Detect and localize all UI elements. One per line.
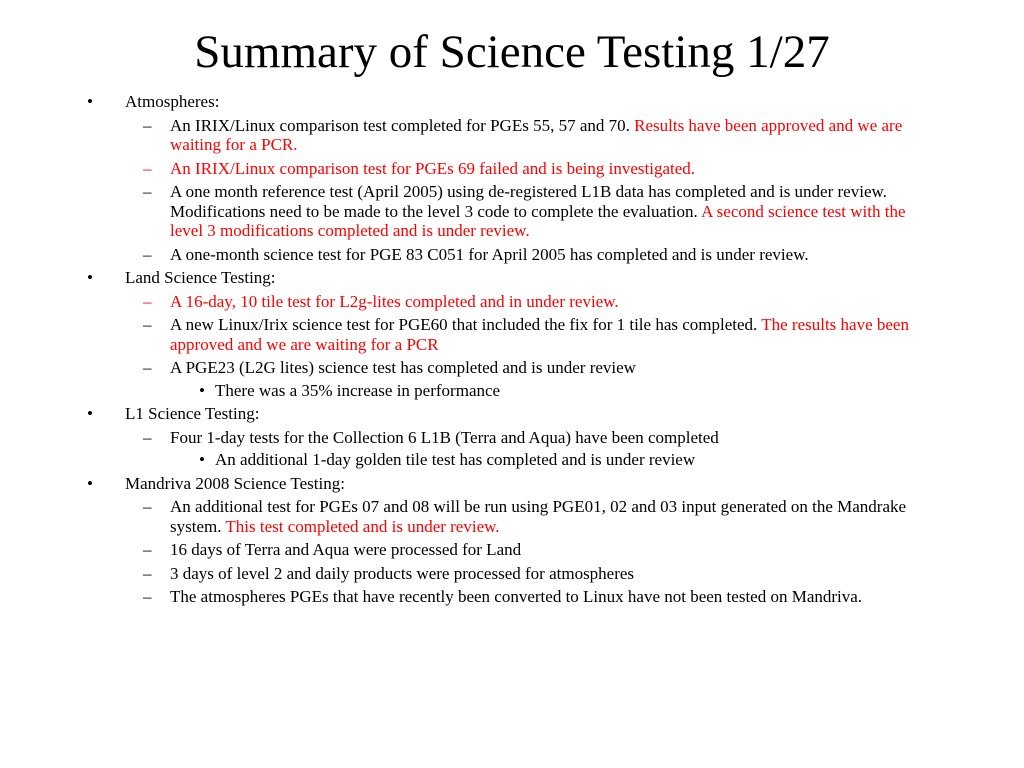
- item-text: A PGE23 (L2G lites) science test has completed and is under review: [170, 358, 636, 377]
- bullet-dash: –: [143, 182, 152, 201]
- item-text: A one-month science test for PGE 83 C051 for April 2005 has completed and is under review.: [170, 244, 809, 264]
- bullet-dash: –: [143, 358, 152, 377]
- item-text: 3 days of level 2 and daily products were processed for atmospheres: [170, 563, 635, 583]
- section-heading-text: Atmospheres:: [125, 92, 220, 111]
- item-highlight: The results have been approved and we are waiting for a PCR: [170, 315, 909, 354]
- list-item: [0, 587, 1024, 607]
- item-highlight: A 16-day, 10 tile test for L2g-lites completed and in under review.: [170, 291, 619, 311]
- bullet-dash: –: [143, 158, 152, 178]
- bullet-dash: –: [143, 540, 152, 559]
- item-highlight: A second science test with the level 3 modifications completed and is under review.: [170, 201, 906, 240]
- section-heading-text: L1 Science Testing:: [125, 404, 260, 423]
- bullet-dot: •: [87, 404, 93, 423]
- section-heading: [0, 268, 1024, 288]
- bullet-dot: •: [87, 268, 93, 287]
- bullet-dot: •: [199, 450, 205, 469]
- bullet-dash: –: [143, 497, 152, 516]
- bullet-dot: •: [199, 380, 205, 400]
- item-highlight: Results have been approved and we are waiting for a PCR.: [170, 115, 903, 154]
- item-highlight: An IRIX/Linux comparison test for PGEs 69 failed and is being investigated.: [170, 158, 696, 178]
- bullet-dash: –: [143, 244, 152, 264]
- section-heading-text: Mandriva 2008 Science Testing:: [125, 473, 345, 493]
- sub-item: [0, 450, 1024, 470]
- sub-item-text: An additional 1-day golden tile test has completed and is under review: [215, 450, 696, 469]
- bullet-dash: –: [143, 291, 152, 311]
- list-item: [0, 358, 1024, 378]
- item-text: An IRIX/Linux comparison test completed for PGEs 55, 57 and 70.: [170, 115, 635, 135]
- section-heading: [0, 92, 1024, 112]
- item-text: 16 days of Terra and Aqua were processed for Land: [170, 540, 522, 559]
- bullet-dash: –: [143, 587, 152, 606]
- list-item: [0, 315, 1024, 354]
- item-text: A new Linux/Irix science test for PGE60 that included the fix for 1 tile has completed.: [170, 315, 762, 334]
- slide-title: Summary of Science Testing 1/27: [194, 26, 830, 78]
- section-heading: [0, 404, 1024, 424]
- list-item: [0, 182, 1024, 241]
- item-text: The atmospheres PGEs that have recently been converted to Linux have not been tested on Mandriva.: [170, 587, 863, 606]
- sub-item-text: There was a 35% increase in performance: [215, 380, 501, 400]
- bullet-dash: –: [143, 563, 152, 583]
- item-text: An additional test for PGEs 07 and 08 will be run using PGE01, 02 and 03 input generated on the Mandrake system.: [170, 497, 907, 536]
- bullet-dash: –: [143, 315, 152, 334]
- slide-body: [0, 88, 1024, 607]
- bullet-dot: •: [87, 473, 93, 493]
- item-text: Four 1-day tests for the Collection 6 L1B (Terra and Aqua) have been completed: [170, 427, 719, 447]
- list-item: [0, 564, 1024, 584]
- bullet-dot: •: [87, 92, 93, 111]
- item-highlight: This test completed and is under review.: [225, 516, 500, 536]
- list-item: [0, 116, 1024, 155]
- list-item: [0, 428, 1024, 448]
- bullet-dash: –: [143, 427, 152, 447]
- item-text: A one month reference test (April 2005) using de-registered L1B data has completed and is under review. Modifications need to be made to the level 3 code to complete the evaluation.: [170, 182, 887, 221]
- bullet-dash: –: [143, 115, 152, 135]
- list-item: [0, 245, 1024, 265]
- sub-item: [0, 381, 1024, 401]
- list-item: [0, 292, 1024, 312]
- list-item: [0, 159, 1024, 179]
- section-heading: [0, 474, 1024, 494]
- section-heading-text: Land Science Testing:: [125, 268, 276, 287]
- list-item: [0, 540, 1024, 560]
- list-item: [0, 497, 1024, 536]
